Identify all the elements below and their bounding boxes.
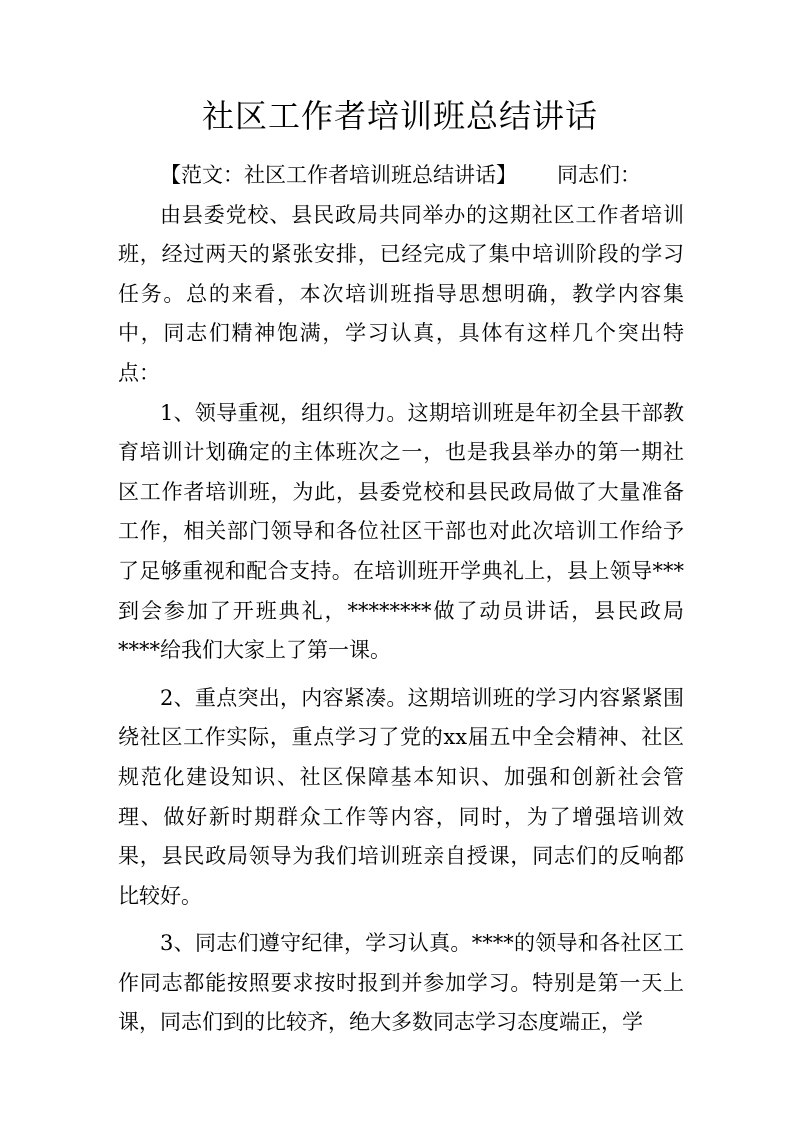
source-label: 【范文：社区工作者培训班总结讲话】 bbox=[160, 163, 517, 187]
document-title: 社区工作者培训班总结讲话 bbox=[201, 97, 598, 135]
paragraph-point-2: 2、重点突出，内容紧凑。这期培训班的学习内容紧紧围绕社区工作实际，重点学习了党的xx届五中全会精神、社区规范化建设知识、社区保障基本知识、加强和创新社会管理、做好新时期群众工作等内容，同时，为了增强培训效果，县民政局领导为我们培训班亲自授课，同志们的反响都比较好。 bbox=[118, 685, 684, 908]
source-line bbox=[118, 156, 684, 196]
paragraph-intro: 由县委党校、县民政局共同举办的这期社区工作者培训班，经过两天的紧张安排，已经完成了集中培训阶段的学习任务。总的来看，本次培训班指导思想明确，教学内容集中，同志们精神饱满，学习认真，具体有这样几个突出特点： bbox=[118, 202, 684, 385]
paragraph-point-3: 3、同志们遵守纪律，学习认真。****的领导和各社区工作同志都能按照要求按时报到并参加学习。特别是第一天上课，同志们到的比较齐，绝大多数同志学习态度端正，学 bbox=[118, 931, 684, 1035]
paragraph-point-1: 1、领导重视，组织得力。这期培训班是年初全县干部教育培训计划确定的主体班次之一，也是我县举办的第一期社区工作者培训班，为此，县委党校和县民政局做了大量准备工作，相关部门领导和各位社区干部也对此次培训工作给予了足够重视和配合支持。在培训班开学典礼上，县上领导***到会参加了开班典礼，********做了动员讲话，县民政局****给我们大家上了第一课。 bbox=[118, 400, 684, 663]
document-body bbox=[118, 156, 684, 1043]
greeting: 同志们： bbox=[557, 163, 641, 187]
